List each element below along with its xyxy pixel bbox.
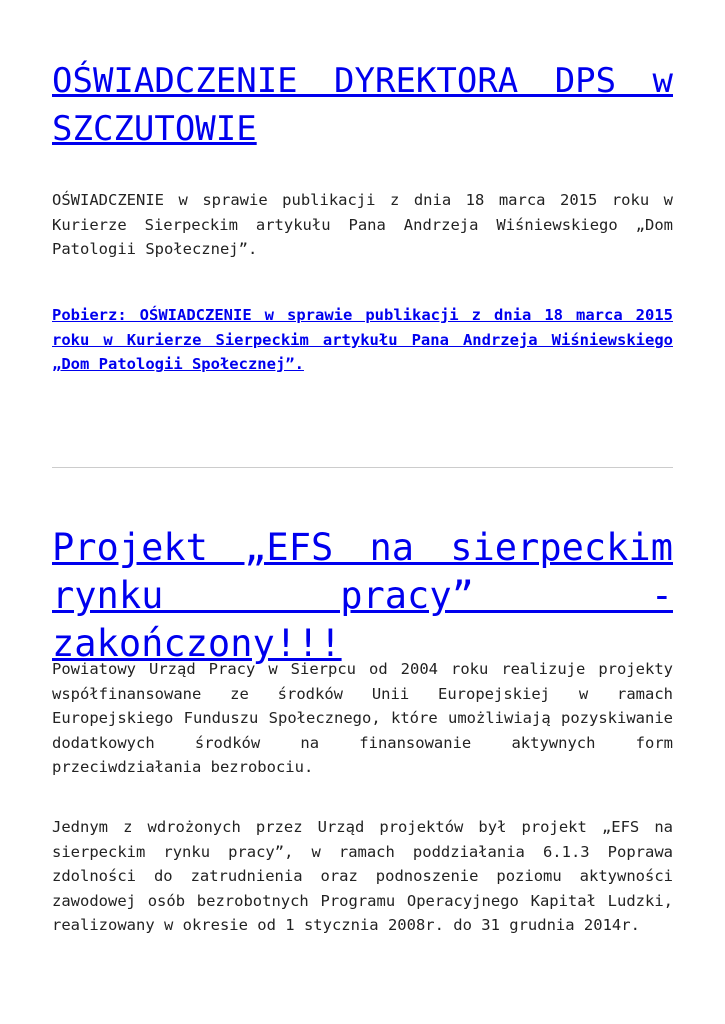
- post-paragraph: Powiatowy Urząd Pracy w Sierpcu od 2004 roku realizuje projekty współfinansowane ze środków Unii Europejskiej w ramach Europejskiego Funduszu Społecznego, które umożliwiają pozyskiwanie dodatkowych środków na finansowanie aktywnych form przeciwdziałania bezrobociu.: [52, 660, 673, 776]
- post-title-link[interactable]: Projekt „EFS na sierpeckim rynku pracy” - zakończony!!!: [52, 526, 673, 665]
- download-link[interactable]: Pobierz: OŚWIADCZENIE w sprawie publikacji z dnia 18 marca 2015 roku w Kurierze Sierpeckim artykułu Pana Andrzeja Wiśniewskiego „Dom Patologii Społecznej”.: [52, 306, 673, 373]
- post-paragraph: Jednym z wdrożonych przez Urząd projektów był projekt „EFS na sierpeckim rynku pracy”, w ramach poddziałania 6.1.3 Poprawa zdolności do zatrudnienia oraz podnoszenie poziomu aktywności zawodowej osób bezrobotnych Programu Operacyjnego Kapitał Ludzki, realizowany w okresie od 1 stycznia 2008r. do 31 grudnia 2014r.: [52, 818, 673, 934]
- post-separator: [52, 467, 673, 468]
- post-title: [52, 57, 673, 153]
- post-paragraph: OŚWIADCZENIE w sprawie publikacji z dnia 18 marca 2015 roku w Kurierze Sierpeckim artykułu Pana Andrzeja Wiśniewskiego „Dom Patologii Społecznej”.: [52, 191, 673, 258]
- post-title: [52, 524, 673, 668]
- download-paragraph: [52, 303, 673, 377]
- post-title-link[interactable]: OŚWIADCZENIE DYREKTORA DPS w SZCZUTOWIE: [52, 61, 673, 149]
